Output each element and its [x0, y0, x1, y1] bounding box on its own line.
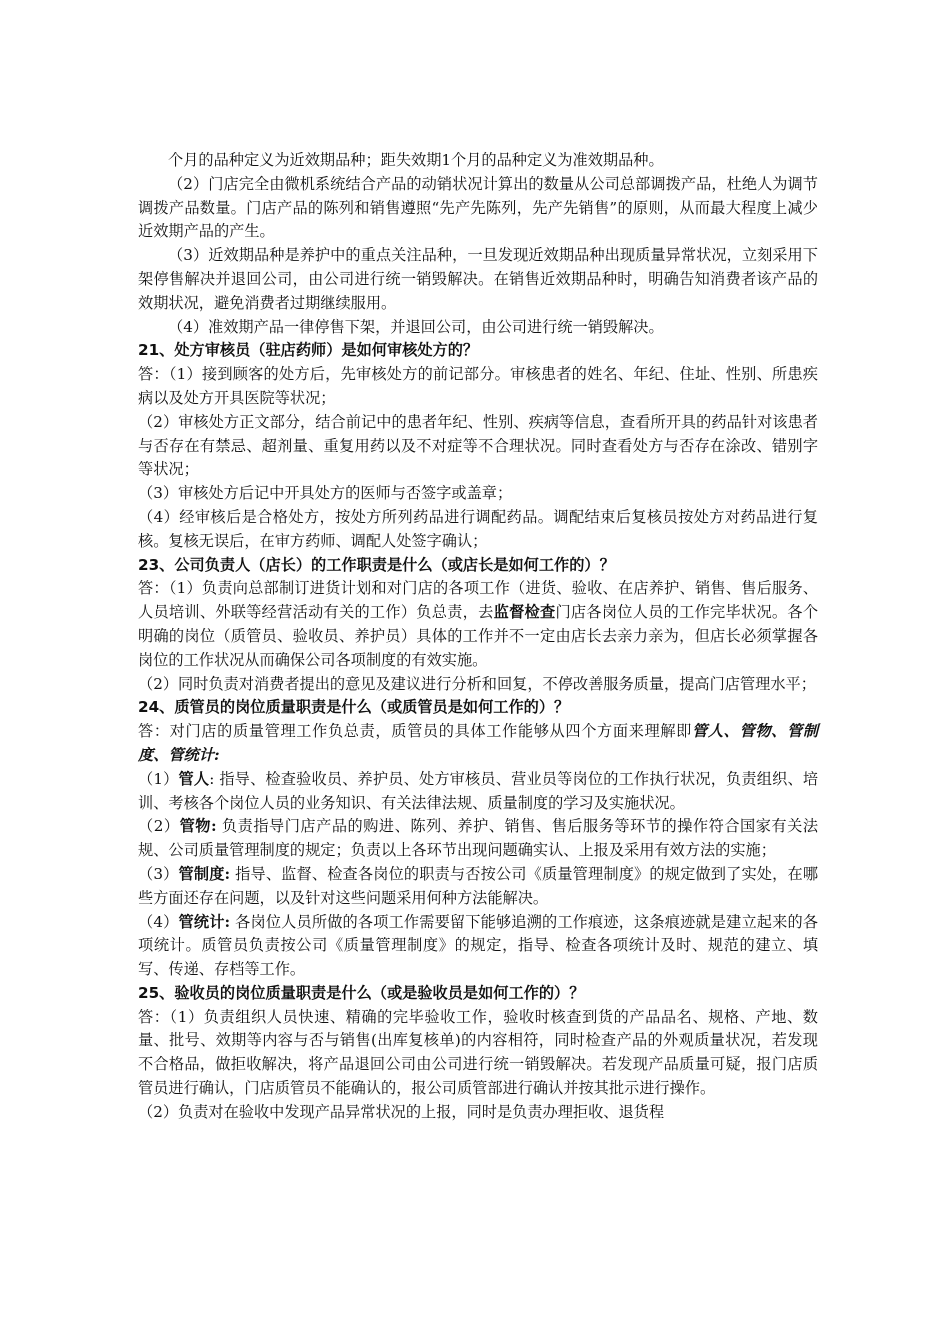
q24-item-number: （1） [138, 769, 179, 788]
q24-item-1 [138, 768, 818, 816]
question-23-heading: 23、公司负责人（店长）的工作职责是什么（或店长是如何工作的）？ [138, 555, 615, 574]
q21-answer-2: （2）审核处方正文部分，结合前记中的患者年纪、性别、疾病等信息，查看所开具的药品针对该患者与否存在有禁忌、超剂量、重复用药以及不对症等不合理状况。同时查看处方与否存在涂改、错别字等状况； [138, 412, 818, 479]
intro-paragraph-2: （2）门店完全由微机系统结合产品的动销状况计算出的数量从公司总部调拨产品，杜绝人为调节调拨产品数量。门店产品的陈列和销售遵照“先产先陈列，先产先销售”的原则，从而最大程度上减少近效期产品的产生。 [138, 174, 818, 241]
q21-answer-3: （3）审核处方后记中开具处方的医师与否签字或盖章； [138, 484, 513, 503]
q24-item-label: 管统计: [178, 912, 231, 931]
q24-item-text: : 指导、检查验收员、养护员、处方审核员、营业员等岗位的工作执行状况，负责组织、培训、考核各个岗位人员的业务知识、有关法律法规、质量制度的学习及实施状况。 [138, 769, 819, 812]
q24-item-4 [138, 911, 818, 982]
q24-item-number: （4） [138, 912, 179, 931]
q23-text-after: 门店各岗位人员的工作完毕状况。各个明确的岗位（质管员、验收员、养护员）具体的工作并不一定由店长去亲力亲为，但店长必须掌握各岗位的工作状况从而确保公司各项制度的有效实施。 [138, 603, 819, 669]
q23-answer-1 [138, 577, 818, 672]
q24-item-text: 指导、监督、检查各岗位的职责与否按公司《质量管理制度》的规定做到了实处，在哪些方面还存在问题，以及针对这些问题采用何种方法能解决。 [138, 864, 819, 907]
q24-item-text: 负责指导门店产品的购进、陈列、养护、销售、售后服务等环节的操作符合国家有关法规、公司质量管理制度的规定；负责以上各环节出现问题确实认、上报及采用有效方法的实施； [138, 817, 819, 860]
q24-item-label: 管人 [178, 769, 210, 788]
q23-text-before: 答：（1）负责向总部制订进货计划和对门店的各项工作（进货、验收、在店养护、销售、售后服务、人员培训、外联等经营活动有关的工作）负总责，去 [138, 579, 818, 622]
q24-item-text: 各岗位人员所做的各项工作需要留下能够追溯的工作痕迹，这条痕迹就是建立起来的各项统计。质管员负责按公司《质量管理制度》的规定，指导、检查各项统计及时、规范的建立、填写、传递、存档等工作。 [138, 912, 819, 979]
q24-item-2 [138, 815, 818, 863]
question-24-heading: 24、质管员的岗位质量职责是什么（或质管员是如何工作的）？ [138, 698, 570, 717]
q24-item-3 [138, 863, 818, 911]
intro-paragraph-4: （4）准效期产品一律停售下架，并退回公司，由公司进行统一销毁解决。 [168, 317, 664, 336]
document-page [138, 149, 818, 1125]
question-25-heading: 25、验收员的岗位质量职责是什么（或是验收员是如何工作的）？ [138, 983, 585, 1002]
intro-paragraph-3: （3）近效期品种是养护中的重点关注品种，一旦发现近效期品种出现质量异常状况，立刻采用下架停售解决并退回公司，由公司进行统一销毁解决。在销售近效期品种时，明确告知消费者该产品的效期状况，避免消费者过期继续服用。 [138, 246, 818, 312]
q21-answer-4: （4）经审核后是合格处方，按处方所列药品进行调配药品。调配结束后复核员按处方对药品进行复核。复核无误后，在审方药师、调配人处签字确认； [138, 507, 818, 550]
q24-item-label: 管制度: [178, 864, 231, 883]
q24-intro-colon: : [213, 745, 220, 764]
q21-answer-1: 答：（1）接到顾客的处方后，先审核处方的前记部分。审核患者的姓名、年纪、住址、性别、所患疾病以及处方开具医院等状况； [138, 365, 818, 407]
q24-item-label: 管物: [179, 817, 217, 836]
q23-bold-term: 监督检查 [493, 603, 556, 622]
question-21-heading: 21、处方审核员（驻店药师）是如何审核处方的？ [138, 341, 479, 360]
intro-paragraph-1: 个月的品种定义为近效期品种；距失效期1个月的品种定义为准效期品种。 [168, 151, 664, 169]
q24-intro [138, 720, 818, 768]
q24-item-number: （2） [138, 817, 180, 836]
q25-answer-1: 答：（1）负责组织人员快速、精确的完毕验收工作，验收时核查到货的产品品名、规格、产地、数量、批号、效期等内容与否与销售(出库复核单)的内容相符，同时检查产品的外观质量状况，若发现不合格品，做拒收解决，将产品退回公司由公司进行统一销毁解决。若发现产品质量可疑，报门店质管员进行确认，门店质管员不能确认的，报公司质管部进行确认并按其批示进行操作。 [138, 1007, 818, 1098]
q24-intro-emphasis: 管人、管物、管制度、管统计 [138, 722, 819, 764]
q23-answer-2: （2）同时负责对消费者提出的意见及建议进行分析和回复，不停改善服务质量，提高门店管理水平； [138, 674, 816, 693]
q25-answer-2: （2）负责对在验收中发现产品异常状况的上报，同时是负责办理拒收、退货程 [138, 1102, 665, 1121]
q24-item-number: （3） [138, 864, 179, 883]
q24-intro-text: 答：对门店的质量管理工作负总责，质管员的具体工作能够从四个方面来理解即 [138, 722, 693, 741]
